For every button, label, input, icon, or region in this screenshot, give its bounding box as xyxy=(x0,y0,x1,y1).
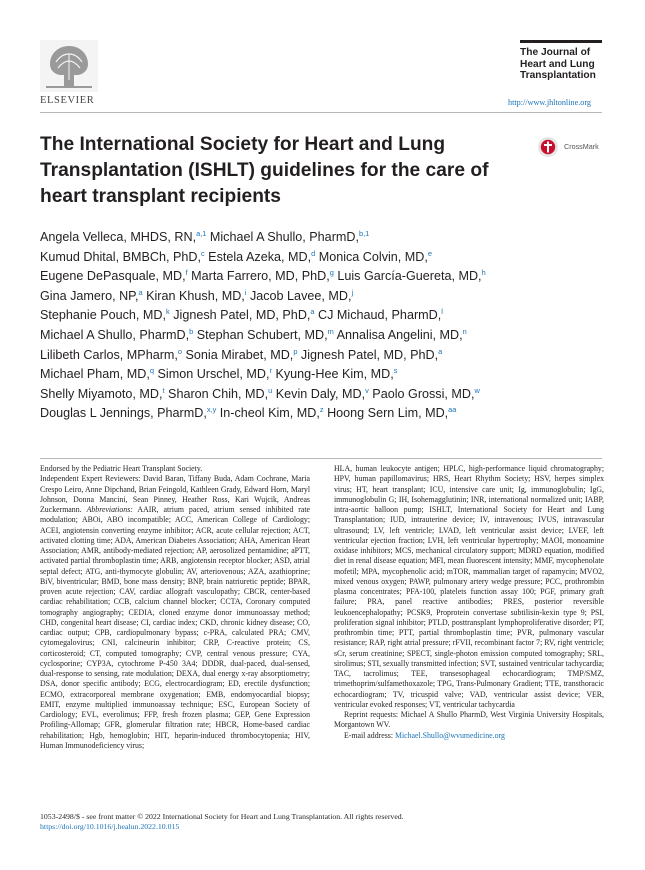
author-line xyxy=(40,228,610,248)
affiliation-marker[interactable]: s xyxy=(393,366,398,376)
author-name: Luis García-Guereta, MD, xyxy=(333,269,482,284)
affiliation-marker[interactable]: j xyxy=(351,287,354,297)
affiliation-marker[interactable]: q xyxy=(149,366,155,376)
affiliation-marker[interactable]: b xyxy=(189,326,194,336)
author-name: Michael Pham, MD, xyxy=(40,367,150,382)
author-name: Michael A Shullo, PharmD, xyxy=(40,327,190,342)
author-name: Simon Urschel, MD, xyxy=(154,367,270,382)
journal-name-line: Heart and Lung xyxy=(520,58,595,70)
footnotes-right-column xyxy=(334,464,604,741)
author-line xyxy=(40,248,610,268)
journal-rule xyxy=(520,40,602,43)
author-name: Paolo Grossi, MD, xyxy=(368,386,475,401)
footnotes-left-column xyxy=(40,464,310,751)
affiliation-marker[interactable]: n xyxy=(462,326,467,336)
affiliation-marker[interactable]: a xyxy=(438,346,443,356)
author-name: Eugene DePasquale, MD, xyxy=(40,269,186,284)
journal-name-line: The Journal of xyxy=(520,47,591,58)
author-line xyxy=(40,385,610,405)
affiliation-marker[interactable]: w xyxy=(474,385,480,395)
author-line xyxy=(40,267,610,287)
reviewers-text: Independent Expert Reviewers: David Baran, Tiffany Buda, Adam Cochrane, Maria Crespo Leiro, Anne Dipchand, Brian Feingold, Kathleen Grady, Edward Horn, Maryl Johnson, Donna Mancini, Sean Pinney, Heather Ross, Kari Wujcik, Andreas Zuckermann. xyxy=(40,474,310,514)
author-name: Angela Velleca, MHDS, RN, xyxy=(40,230,197,244)
article-title: The International Society for Heart and Lung Transplantation (ISHLT) guidelines for the care of heart transplant recipients xyxy=(40,134,489,207)
author-name: Hoong Sern Lim, MD, xyxy=(323,406,449,421)
affiliation-marker[interactable]: u xyxy=(268,385,273,395)
author-name: Annalisa Angelini, MD, xyxy=(333,327,463,342)
author-name: Kiran Khush, MD, xyxy=(142,288,245,303)
reprint-requests: Reprint requests: Michael A Shullo PharmD, West Virginia University Hospitals, Morgantown WV. xyxy=(334,710,604,730)
author-line xyxy=(40,346,610,366)
email-label: E-mail address: xyxy=(344,730,394,740)
author-name: Lilibeth Carlos, MPharm, xyxy=(40,347,178,362)
journal-name-line: Transplantation xyxy=(520,70,596,82)
affiliation-marker[interactable]: o xyxy=(177,346,183,356)
affiliation-marker[interactable]: i xyxy=(244,287,247,297)
author-name: Kumud Dhital, BMBCh, PhD, xyxy=(40,249,201,264)
affiliation-marker[interactable]: g xyxy=(329,268,334,278)
affiliation-marker[interactable]: z xyxy=(319,405,324,415)
email-line xyxy=(334,731,604,741)
affiliation-marker[interactable]: h xyxy=(481,268,486,278)
author-name: Jacob Lavee, MD, xyxy=(246,288,352,303)
affiliation-marker[interactable]: a xyxy=(310,307,315,317)
affiliation-marker[interactable]: aa xyxy=(448,405,457,415)
crossmark-label: CrossMark xyxy=(564,142,599,151)
affiliation-marker[interactable]: x,y xyxy=(206,405,217,415)
journal-url-link[interactable]: http://www.jhltonline.org xyxy=(508,98,592,107)
affiliation-marker[interactable]: v xyxy=(365,385,369,395)
author-name: Michael A Shullo, PharmD, xyxy=(206,230,359,244)
author-line xyxy=(40,365,610,385)
front-matter-divider xyxy=(40,458,602,459)
affiliation-marker[interactable]: t xyxy=(162,385,165,395)
author-name: Jignesh Patel, MD, PhD, xyxy=(297,347,439,362)
email-link[interactable]: Michael.Shullo@wvumedicine.org xyxy=(394,730,505,740)
abbreviations-continued: HLA, human leukocyte antigen; HPLC, high-performance liquid chromatography; HPV, human papillomavirus; HRS, Heart Rhythm Society; HSV, herpes simplex virus; HT, heart transplant; ICU, intensive care unit; Ig, immunoglobulin; IgG, immunoglobulin G; IH, Isohemagglutinin; INR, international normalized unit; IABP, intra-aortic balloon pump; ISHLT, International Society for Heart and Lung Transplantation; IUD, intrauterine device; IV, intravenous; IVUS, intravascular ultrasound; LV, left ventricle; LVAD, left ventricular assist device; LVEF, left ventricular ejection fraction; LVH, left ventricular hypertrophy; MAOI, monoamine oxidase inhibitors; MCS, mechanical circulatory support; MDRD equation, modified diet in renal disease equation; MFI, mean fluorescent intensity; MMF, mycophenolate mofetil; MPA, mycophenolic acid; mTOR, mammalian target of rapamycin; MVO2, mixed venous oxygen; PAWP, pulmonary artery wedge pressure; PCC, prothrombin plasma concentrates; PFA-100, platelets function assay 100; PGF, primary graft failure; PRA, panel reactive antibodies; PRES, posterior reversible leukoencephalopathy; PCSK9, Proprotein convertase subtilisin-kexin type 9; PSI, proliferation signal inhibitor; PTLD, posttransplant lymphoproliferative disorder; PT, prothrombin time; PTT, partial thromboplastin time; PVR, pulmonary vascular resistance; RAP, right atrial pressure; rFVII, recombinant factor 7; RV, right ventricle; sCr, serum creatinine; SPECT, single-photon emission computed tomography; SRL, sirolimus; STI, sexually transmitted infection; SVT, sustained ventricular tachycardia; TAC, tacrolimus; TEE, transesophageal echocardiogram; TMP/SMZ, trimethoprim/sulfamethoxazole; TPG, Trans-Pulmonary Gradient; TTE, transthoracic echocardiogram; TV, tricuspid valve; VAD, ventricular assist device; VER, ventricular evoked responses; VT, ventricular tachycardia xyxy=(334,464,604,709)
affiliation-marker[interactable]: a,1 xyxy=(196,229,207,238)
author-line xyxy=(40,326,610,346)
author-name: Shelly Miyamoto, MD, xyxy=(40,386,163,401)
elsevier-tree-logo xyxy=(40,40,98,92)
author-name: CJ Michaud, PharmD, xyxy=(314,308,442,323)
doi-link[interactable]: https://doi.org/10.1016/j.healun.2022.10.015 xyxy=(40,822,180,832)
publisher-name: ELSEVIER xyxy=(40,95,95,106)
affiliation-marker[interactable]: r xyxy=(269,366,272,376)
author-name: Sonia Mirabet, MD, xyxy=(182,347,294,362)
endorsement-note: Endorsed by the Pediatric Heart Transplant Society. xyxy=(40,464,203,473)
author-list xyxy=(40,228,610,424)
affiliation-marker[interactable]: e xyxy=(427,248,433,258)
abbreviations-text: AAIR, atrium paced, atrium sensed inhibited rate modulation; ABOi, ABO incompatible; ACC, American College of Cardiology; ACEI, angiotensin converting enzyme inhibitor; ACR, acute cellular rejection; ACT, activated clotting time; ADA, American Diabetes Association; AHA, American Heart Association; AMR, antibody-mediated rejection; AP, aerosolized pentamidine; aPTT, activated partial thromboplastin time; ARB, angiotensin receptor blocker; ASD, atrial septal defect; ATG, anti-thymocyte globulin; AV, arteriovenous; AZA, azathioprine; BiV, biventricular; BMD, bone mass density; BNP, brain natriuretic peptide; BPAR, proven acute rejection; CAV, cardiac allograft vasculopathy; CBCR, center-based cardiac rehabilitation; CCB, calcium channel blocker; CCTA, Coronary computed tomography angiography; CEDIA, cloned enzyme donor immunoassay method; CHD, congenital heart disease; CI, cardiac index; CKD, chronic kidney disease; CO, cardiac output; CPB, cardiopulmonary bypass; c-PRA, calculated PRA; CMV, cytomegalovirus; CNI, calcineurin inhibitor; CRP, C-reactive protein; CS, corticosteroid; CT, computed tomography; CVP, central venous pressure; CYA, cyclosporine; CYP3A, cytochrome P-450 3A4; DDDR, dual-paced, dual-sensed, dual-response to sensing, rate modulation; DEXA, dual energy x-ray absorptiometry; DSA, donor specific antibody; ECG, electrocardiogram; ED, erectile dysfunction; ECMO, extracorporeal membrane oxygenation; EMB, endomyocardial biopsy; EMIT, enzyme multiplied immunoassay technique; ESC, European Society of Cardiology; EVL, everolimus; FFP, fresh frozen plasma; GEP, Gene Expression Profiling-Allomap; GFR, glomerular filtration rate; HBCR, Home-based cardiac rehabilitation; Hgb, hemoglobin; HIT, heparin-induced thrombocytopenia; HIV, Human Immunodeficiency virus; xyxy=(40,505,311,750)
copyright-footer xyxy=(40,812,404,832)
crossmark-icon xyxy=(537,136,559,158)
affiliation-marker[interactable]: k xyxy=(166,307,170,317)
author-name: Estela Azeka, MD, xyxy=(204,249,312,264)
abbreviations-label: Abbreviations: xyxy=(86,505,133,514)
author-line xyxy=(40,287,610,307)
affiliation-marker[interactable]: a xyxy=(138,287,143,297)
author-name: Marta Farrero, MD, PhD, xyxy=(187,269,330,284)
author-name: Stephanie Pouch, MD, xyxy=(40,308,167,323)
author-name: Gina Jamero, NP, xyxy=(40,288,139,303)
reviewers-note xyxy=(40,474,310,751)
author-name: Kevin Daly, MD, xyxy=(272,386,366,401)
affiliation-marker[interactable]: p xyxy=(293,346,298,356)
author-name: Sharon Chih, MD, xyxy=(164,386,269,401)
affiliation-marker[interactable]: m xyxy=(327,326,334,336)
affiliation-marker[interactable]: f xyxy=(185,268,188,278)
author-name: Stephan Schubert, MD, xyxy=(193,327,328,342)
affiliation-marker[interactable]: l xyxy=(441,307,443,317)
header-divider xyxy=(40,112,602,113)
author-name: Douglas L Jennings, PharmD, xyxy=(40,406,207,421)
affiliation-marker[interactable]: d xyxy=(311,248,316,258)
affiliation-marker[interactable]: c xyxy=(200,248,205,258)
author-line xyxy=(40,306,610,326)
author-name: In-cheol Kim, MD, xyxy=(216,406,320,421)
author-name: Jignesh Patel, MD, PhD, xyxy=(169,308,311,323)
author-name: Monica Colvin, MD, xyxy=(315,249,428,264)
author-line xyxy=(40,404,610,424)
journal-name xyxy=(520,47,610,82)
author-name: Kyung-Hee Kim, MD, xyxy=(271,367,394,382)
copyright-line: 1053-2498/$ - see front matter © 2022 International Society for Heart and Lung Transplantation. All rights reserved. xyxy=(40,812,404,821)
affiliation-marker[interactable]: b,1 xyxy=(358,229,370,238)
